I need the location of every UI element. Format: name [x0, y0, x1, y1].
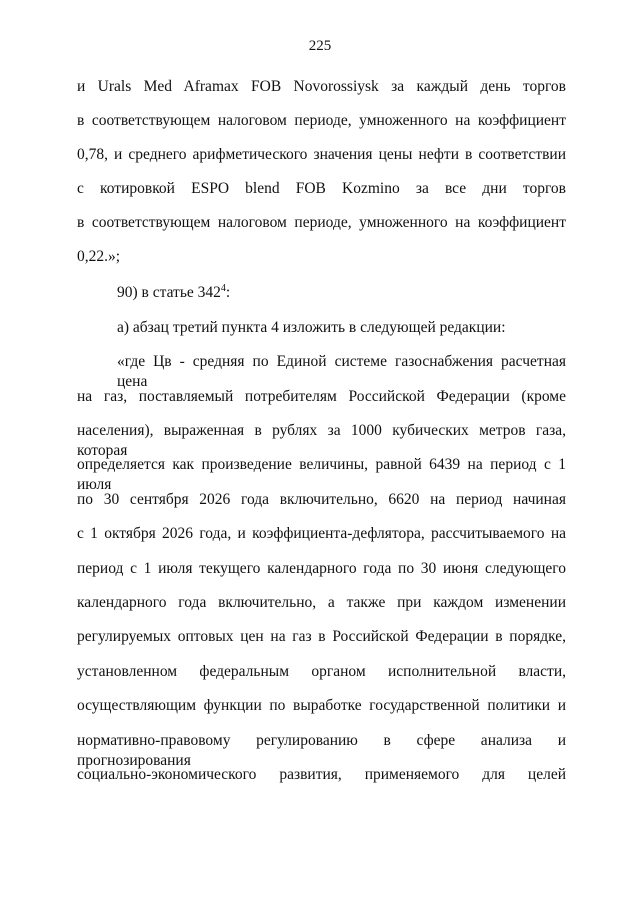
text-line: социально-экономического развития, применяемого для целей — [77, 766, 566, 783]
text-line: календарного года включительно, а также при каждом изменении — [77, 594, 566, 611]
text-line: с 1 октября 2026 года, и коэффициента-дефлятора, рассчитываемого на — [77, 525, 566, 542]
text-line: в соответствующем налоговом периоде, умноженного на коэффициент — [77, 112, 566, 129]
text-line: с котировкой ESPO blend FOB Kozmino за все дни торгов — [77, 180, 566, 197]
text-line: 0,22.»; — [77, 248, 121, 265]
article-heading: 90) в статье 342 — [117, 284, 221, 301]
page-number: 225 — [308, 38, 332, 54]
text-line: осуществляющим функции по выработке государственной политики и — [77, 697, 566, 714]
text-line: а) абзац третий пункта 4 изложить в следующей редакции: — [117, 319, 506, 336]
text-line: населения), выраженная в рублях за 1000 кубических метров газа, которая — [77, 422, 566, 459]
text-line: «где Цв - средняя по Единой системе газоснабжения расчетная цена — [117, 353, 566, 390]
text-line — [117, 283, 566, 303]
text-line: 0,78, и среднего арифметического значения цены нефти в соответствии — [77, 146, 566, 163]
text-line: на газ, поставляемый потребителям Российской Федерации (кроме — [77, 388, 566, 405]
text-line: и Urals Med Aframax FOB Novorossiysk за каждый день торгов — [77, 78, 566, 95]
text-line: регулируемых оптовых цен на газ в Российской Федерации в порядке, — [77, 628, 566, 645]
text-line: по 30 сентября 2026 года включительно, 6620 на период начиная — [77, 491, 566, 508]
article-superscript: 4 — [220, 283, 226, 294]
text-line: в соответствующем налоговом периоде, умноженного на коэффициент — [77, 214, 566, 231]
text-line: период с 1 июля текущего календарного года по 30 июня следующего — [77, 560, 566, 577]
text-line: установленном федеральным органом исполнительной власти, — [77, 663, 566, 680]
article-heading-tail: : — [225, 284, 231, 301]
text-line: нормативно-правовому регулированию в сфере анализа и прогнозирования — [77, 732, 566, 769]
text-line: определяется как произведение величины, равной 6439 на период с 1 июля — [77, 456, 566, 493]
